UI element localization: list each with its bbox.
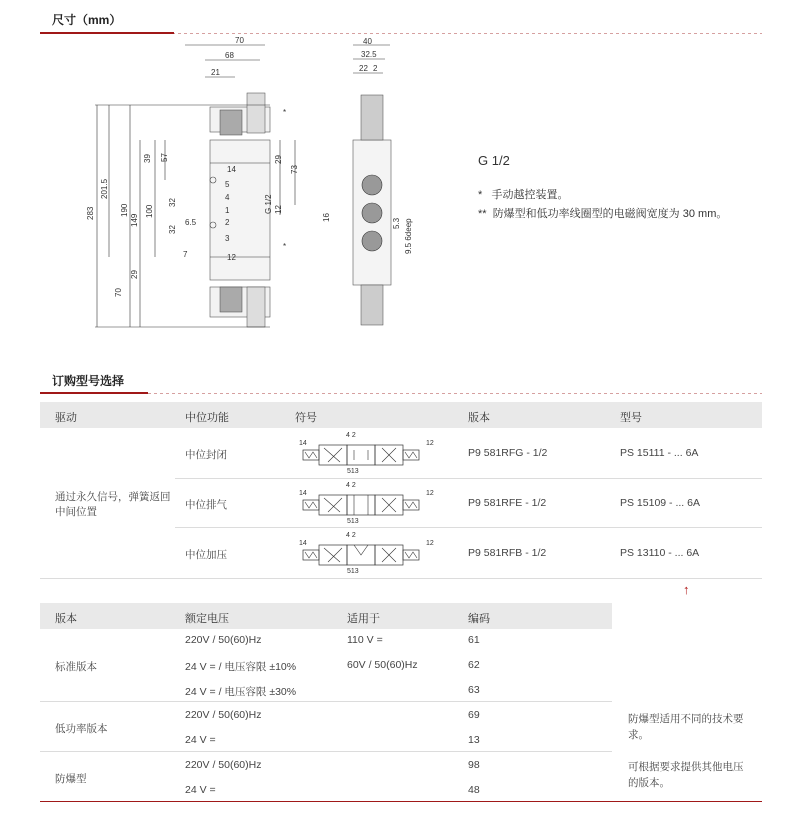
dim-21: 21	[211, 68, 220, 77]
sym2-bottom: 513	[347, 518, 359, 524]
ex-row2-voltage: 24 V =	[185, 784, 216, 796]
hdr-function: 中位功能	[185, 412, 229, 424]
dim-70b: 70	[114, 288, 123, 297]
note-ex-proof: 防爆型适用不同的技术要求。	[628, 713, 744, 741]
sym2-top: 4 2	[346, 482, 356, 489]
dim-32-5: 32.5	[361, 50, 377, 59]
sym1-bottom: 513	[347, 468, 359, 474]
group-separator	[40, 751, 612, 752]
order-title: 订购型号选择	[52, 374, 125, 388]
std-row3-code: 63	[468, 684, 480, 696]
lp-row1-code: 69	[468, 709, 480, 721]
sym3-bottom: 513	[347, 568, 359, 574]
group-ex-proof: 防爆型	[55, 773, 87, 785]
drive-cell: 通过永久信号，弹簧返回中间位置	[55, 491, 171, 518]
symbol-exhaust	[298, 480, 438, 524]
dim-7: 7	[183, 250, 188, 259]
row3-version: P9 581RFB - 1/2	[468, 547, 547, 559]
row3-function: 中位加压	[185, 549, 227, 561]
dim-73: 73	[290, 165, 299, 174]
std-row2-applies: 60V / 50(60)Hz	[347, 659, 418, 671]
dimensions-accent	[40, 32, 174, 34]
port-3: 3	[225, 234, 230, 243]
dim-32b: 32	[168, 225, 177, 234]
row1-version: P9 581RFG - 1/2	[468, 447, 548, 459]
note-other-voltage: 可根据要求提供其他电压的版本。	[628, 761, 744, 789]
std-row1-code: 61	[468, 634, 480, 646]
hdr-model: 型号	[620, 412, 642, 424]
order-accent	[40, 392, 148, 394]
sym3-top: 4 2	[346, 532, 356, 539]
row2-version: P9 581RFE - 1/2	[468, 497, 547, 509]
dim-12: 12	[274, 205, 283, 214]
lp-row1-voltage: 220V / 50(60)Hz	[185, 709, 262, 721]
ex-row1-code: 98	[468, 759, 480, 771]
dim-29b: 29	[130, 270, 139, 279]
order-table	[40, 402, 762, 580]
sym2-left: 14	[299, 490, 307, 497]
row-separator	[175, 478, 762, 479]
port-4: 4	[225, 193, 230, 202]
dimensions-title: 尺寸（mm）	[52, 13, 122, 27]
voltage-table-header	[40, 603, 612, 629]
note2-text: 防爆型和低功率线圈型的电磁阀宽度为 30 mm。	[492, 208, 728, 220]
dim-22: 22	[359, 64, 368, 73]
hdr-applies: 适用于	[347, 613, 380, 625]
port-1: 1	[225, 206, 230, 215]
side-view	[353, 45, 391, 325]
ex-row2-code: 48	[468, 784, 480, 796]
hdr-edition: 版本	[55, 613, 77, 625]
std-row2-code: 62	[468, 659, 480, 671]
row1-function: 中位封闭	[185, 449, 227, 461]
sym1-right: 12	[426, 440, 434, 447]
dim-g12: G 1/2	[264, 194, 273, 214]
port-12: 12	[227, 253, 236, 262]
hdr-drive: 驱动	[55, 412, 77, 424]
dim-32a: 32	[168, 198, 177, 207]
hdr-voltage: 额定电压	[185, 613, 229, 625]
dim-9-5: 9.5 6deep	[404, 218, 413, 254]
dimension-drawing	[85, 35, 430, 335]
dim-16: 16	[322, 213, 331, 222]
dim-40: 40	[363, 37, 372, 46]
dim-190: 190	[120, 203, 129, 217]
group-low-power: 低功率版本	[55, 723, 108, 735]
up-arrow-icon: ↑	[683, 582, 690, 597]
port-14: 14	[227, 165, 236, 174]
bottom-rule	[40, 801, 762, 802]
row-separator	[40, 578, 762, 579]
dim-5-3: 5.3	[392, 217, 401, 229]
port-5: 5	[225, 180, 230, 189]
sym3-right: 12	[426, 540, 434, 547]
note1-text: 手动越控装置。	[491, 189, 569, 201]
hdr-symbol: 符号	[295, 412, 317, 424]
dimension-notes	[478, 153, 727, 221]
row3-model: PS 13110 - ... 6A	[620, 547, 700, 559]
dim-201-5: 201.5	[100, 178, 109, 199]
std-row1-applies: 110 V =	[347, 634, 383, 646]
group-separator	[40, 701, 612, 702]
std-row1-voltage: 220V / 50(60)Hz	[185, 634, 262, 646]
dim-2: 2	[373, 64, 378, 73]
sym3-left: 14	[299, 540, 307, 547]
order-divider	[40, 393, 762, 394]
mark-star-top: *	[283, 108, 287, 117]
dim-70: 70	[235, 36, 244, 45]
symbol-closed	[298, 430, 438, 474]
row2-model: PS 15109 - ... 6A	[620, 497, 700, 509]
note2-mark: **	[478, 208, 487, 220]
row-separator	[175, 527, 762, 528]
row1-model: PS 15111 - ... 6A	[620, 447, 699, 459]
dim-39: 39	[143, 154, 152, 163]
port-2: 2	[225, 218, 230, 227]
voltage-table	[40, 603, 762, 803]
group-standard: 标准版本	[55, 661, 97, 673]
thread-label: G 1/2	[478, 153, 510, 168]
hdr-version: 版本	[468, 412, 490, 424]
dim-68: 68	[225, 51, 234, 60]
ex-row1-voltage: 220V / 50(60)Hz	[185, 759, 262, 771]
dim-283: 283	[86, 206, 95, 220]
order-table-header	[40, 402, 762, 428]
row2-function: 中位排气	[185, 499, 227, 511]
hdr-code: 编码	[468, 613, 490, 625]
dim-6-5: 6.5	[185, 218, 197, 227]
dim-57: 57	[160, 153, 169, 162]
note1-mark: *	[478, 189, 483, 201]
lp-row2-voltage: 24 V =	[185, 734, 216, 746]
sym2-right: 12	[426, 490, 434, 497]
dim-100: 100	[145, 204, 154, 218]
dim-149: 149	[130, 213, 139, 227]
dim-29: 29	[274, 155, 283, 164]
lp-row2-code: 13	[468, 734, 480, 746]
std-row2-voltage: 24 V = / 电压容限 ±10%	[185, 661, 297, 673]
sym1-left: 14	[299, 440, 307, 447]
mark-star-bottom: *	[283, 242, 287, 251]
std-row3-voltage: 24 V = / 电压容限 ±30%	[185, 686, 297, 698]
symbol-pressure	[298, 530, 438, 574]
sym1-top: 4 2	[346, 432, 356, 439]
